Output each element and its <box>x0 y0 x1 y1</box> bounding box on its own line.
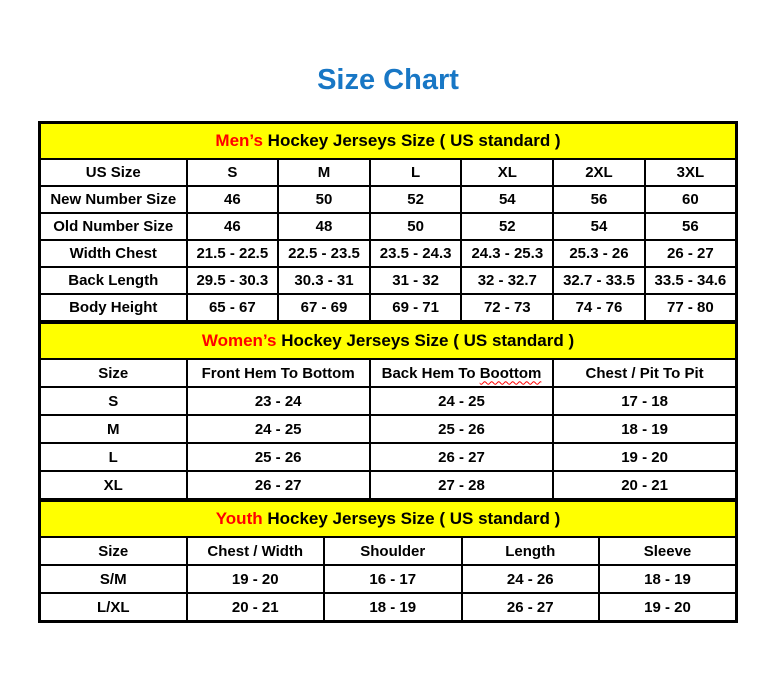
mens-section-band <box>40 123 737 160</box>
youth-cell: 18 - 19 <box>599 565 737 593</box>
mens-header-l: L <box>370 159 462 186</box>
youth-row-label-sm: S/M <box>40 565 187 593</box>
mens-row-label-new-number-size: New Number Size <box>40 186 187 213</box>
mens-header-m: M <box>278 159 370 186</box>
womens-cell: 25 - 26 <box>370 415 553 443</box>
mens-cell: 54 <box>553 213 645 240</box>
womens-size-table <box>38 321 738 501</box>
womens-section-title: Hockey Jerseys Size ( US standard ) <box>276 331 575 350</box>
mens-cell: 32.7 - 33.5 <box>553 267 645 294</box>
page-title: Size Chart <box>317 64 459 96</box>
mens-row-label-width-chest: Width Chest <box>40 240 187 267</box>
table-row <box>40 471 737 500</box>
womens-header-size: Size <box>40 359 187 387</box>
youth-cell: 16 - 17 <box>324 565 462 593</box>
womens-cell: 23 - 24 <box>187 387 370 415</box>
mens-header-row <box>40 159 737 186</box>
mens-cell: 74 - 76 <box>553 294 645 322</box>
womens-row-label-m: M <box>40 415 187 443</box>
womens-cell: 24 - 25 <box>187 415 370 443</box>
womens-section-band <box>40 323 737 360</box>
table-row <box>40 565 737 593</box>
mens-cell: 60 <box>645 186 737 213</box>
youth-cell: 26 - 27 <box>462 593 600 622</box>
mens-cell: 65 - 67 <box>187 294 279 322</box>
mens-cell: 21.5 - 22.5 <box>187 240 279 267</box>
table-row <box>40 186 737 213</box>
womens-header-chest-pit: Chest / Pit To Pit <box>553 359 736 387</box>
womens-row-label-xl: XL <box>40 471 187 500</box>
mens-accent-text: Men’s <box>215 131 263 150</box>
mens-cell: 33.5 - 34.6 <box>645 267 737 294</box>
table-row <box>40 443 737 471</box>
womens-header-front-hem: Front Hem To Bottom <box>187 359 370 387</box>
table-row <box>40 593 737 622</box>
youth-cell: 24 - 26 <box>462 565 600 593</box>
youth-header-chest-width: Chest / Width <box>187 537 325 565</box>
mens-cell: 67 - 69 <box>278 294 370 322</box>
womens-section-band-row <box>40 323 737 360</box>
mens-cell: 30.3 - 31 <box>278 267 370 294</box>
mens-header-3xl: 3XL <box>645 159 737 186</box>
womens-header-back-hem-prefix: Back Hem To <box>381 364 480 382</box>
youth-row-label-lxl: L/XL <box>40 593 187 622</box>
youth-section-band <box>40 501 737 538</box>
womens-cell: 25 - 26 <box>187 443 370 471</box>
mens-cell: 54 <box>461 186 553 213</box>
youth-size-table <box>38 499 738 623</box>
womens-header-back-hem <box>370 359 553 387</box>
youth-header-size: Size <box>40 537 187 565</box>
mens-cell: 31 - 32 <box>370 267 462 294</box>
womens-row-label-s: S <box>40 387 187 415</box>
mens-row-label-back-length: Back Length <box>40 267 187 294</box>
mens-cell: 50 <box>370 213 462 240</box>
table-row <box>40 267 737 294</box>
womens-cell: 27 - 28 <box>370 471 553 500</box>
mens-cell: 24.3 - 25.3 <box>461 240 553 267</box>
youth-cell: 19 - 20 <box>187 565 325 593</box>
mens-header-2xl: 2XL <box>553 159 645 186</box>
youth-section-title: Hockey Jerseys Size ( US standard ) <box>262 509 561 528</box>
table-row <box>40 240 737 267</box>
mens-cell: 72 - 73 <box>461 294 553 322</box>
mens-cell: 50 <box>278 186 370 213</box>
youth-header-row <box>40 537 737 565</box>
mens-section-title: Hockey Jerseys Size ( US standard ) <box>262 131 561 150</box>
mens-cell: 29.5 - 30.3 <box>187 267 279 294</box>
youth-header-length: Length <box>462 537 600 565</box>
womens-cell: 20 - 21 <box>553 471 736 500</box>
womens-cell: 18 - 19 <box>553 415 736 443</box>
size-chart-document <box>0 62 776 692</box>
mens-section-band-row <box>40 123 737 160</box>
mens-cell: 26 - 27 <box>645 240 737 267</box>
youth-cell: 19 - 20 <box>599 593 737 622</box>
womens-cell: 19 - 20 <box>553 443 736 471</box>
youth-header-sleeve: Sleeve <box>599 537 737 565</box>
mens-size-table <box>38 121 738 323</box>
mens-cell: 56 <box>645 213 737 240</box>
mens-header-us-size: US Size <box>40 159 187 186</box>
mens-cell: 23.5 - 24.3 <box>370 240 462 267</box>
youth-section-band-row <box>40 501 737 538</box>
youth-cell: 18 - 19 <box>324 593 462 622</box>
mens-cell: 77 - 80 <box>645 294 737 322</box>
mens-cell: 46 <box>187 213 279 240</box>
youth-header-shoulder: Shoulder <box>324 537 462 565</box>
mens-row-label-old-number-size: Old Number Size <box>40 213 187 240</box>
mens-cell: 48 <box>278 213 370 240</box>
womens-header-row <box>40 359 737 387</box>
mens-cell: 32 - 32.7 <box>461 267 553 294</box>
youth-cell: 20 - 21 <box>187 593 325 622</box>
mens-cell: 56 <box>553 186 645 213</box>
mens-header-xl: XL <box>461 159 553 186</box>
mens-row-label-body-height: Body Height <box>40 294 187 322</box>
womens-cell: 17 - 18 <box>553 387 736 415</box>
womens-cell: 26 - 27 <box>187 471 370 500</box>
mens-cell: 52 <box>370 186 462 213</box>
mens-header-s: S <box>187 159 279 186</box>
table-row <box>40 387 737 415</box>
womens-cell: 26 - 27 <box>370 443 553 471</box>
womens-accent-text: Women’s <box>201 331 277 350</box>
table-row <box>40 294 737 322</box>
mens-cell: 25.3 - 26 <box>553 240 645 267</box>
table-row <box>40 415 737 443</box>
womens-header-misspelled-word: Boottom <box>479 364 542 382</box>
youth-accent-text: Youth <box>215 509 263 528</box>
mens-cell: 46 <box>187 186 279 213</box>
mens-cell: 69 - 71 <box>370 294 462 322</box>
mens-cell: 52 <box>461 213 553 240</box>
table-row <box>40 213 737 240</box>
womens-row-label-l: L <box>40 443 187 471</box>
womens-cell: 24 - 25 <box>370 387 553 415</box>
mens-cell: 22.5 - 23.5 <box>278 240 370 267</box>
